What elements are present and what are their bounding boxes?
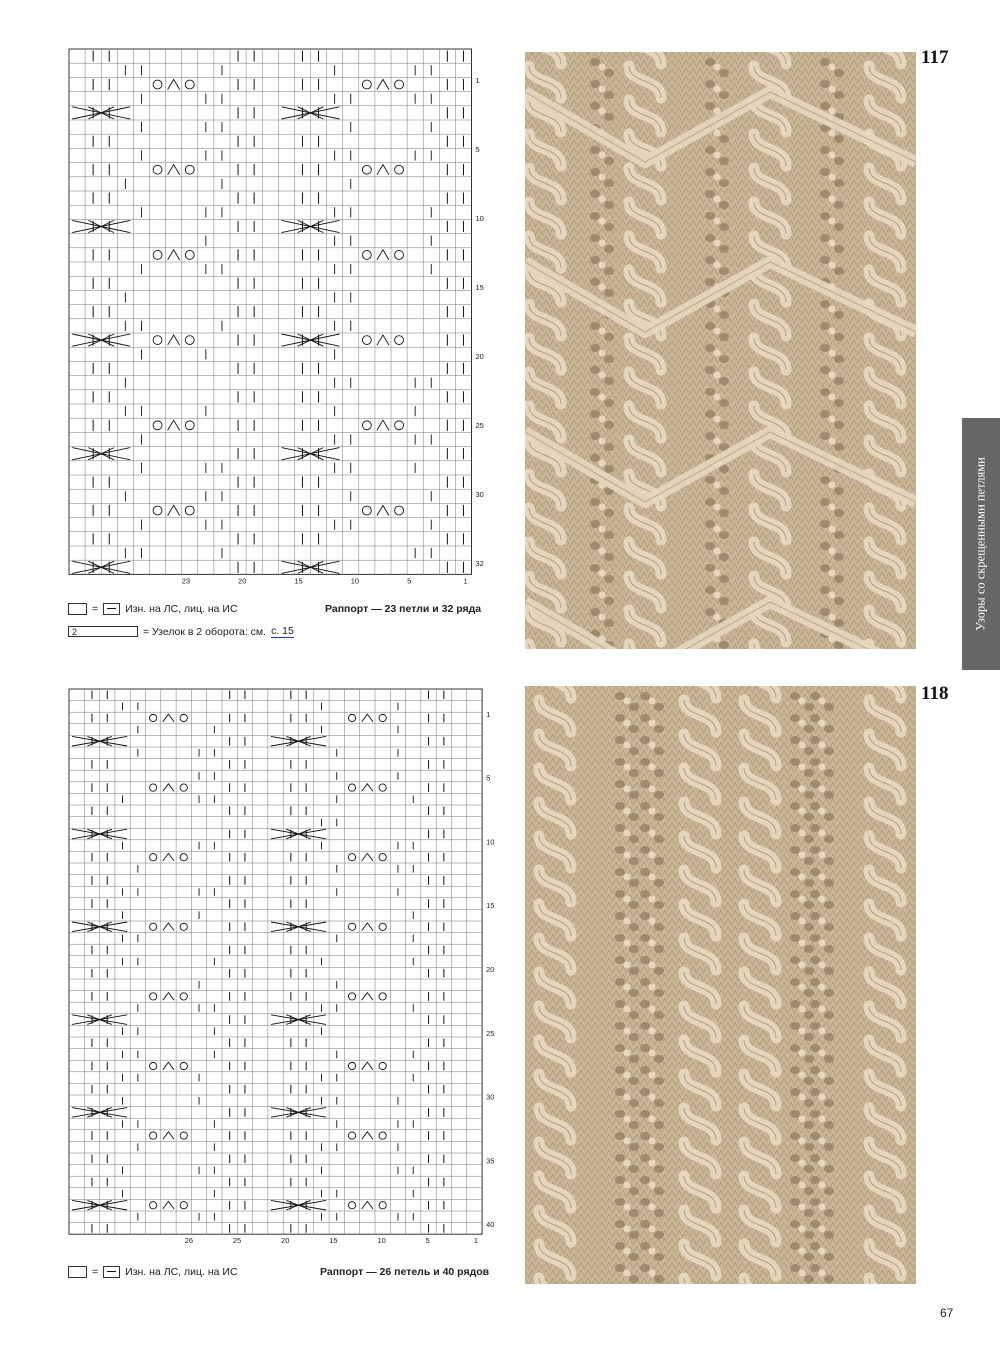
row-label: 32: [475, 558, 484, 568]
photo-117: [525, 52, 916, 649]
col-label: 1: [463, 576, 468, 586]
legend-117-line2-text: = Узелок в 2 оборота: см.: [143, 625, 267, 638]
row-label: 30: [486, 1092, 495, 1102]
legend-118-line1: [68, 1266, 238, 1278]
chart-118: [68, 688, 498, 1258]
section-tab-label: Узоры со скрещенными петлями: [973, 457, 988, 631]
repeat-118: Раппорт — 26 петель и 40 рядов: [320, 1266, 490, 1278]
row-label: 20: [486, 965, 495, 975]
pattern-number-117: 117: [921, 47, 949, 68]
row-label: 25: [475, 420, 484, 430]
row-label: 25: [486, 1028, 495, 1038]
col-label: 25: [232, 1236, 242, 1246]
legend-117-equals: =: [92, 603, 99, 615]
knot-symbol-label: 2: [72, 627, 78, 637]
row-label: 15: [475, 282, 484, 292]
chart-118-grid: [68, 688, 498, 1258]
photo-118: [525, 686, 916, 1284]
col-label: 10: [350, 576, 360, 586]
legend-118-line1-text: Изн. на ЛС, лиц. на ИС: [125, 1266, 238, 1278]
pattern-number-118: 118: [921, 683, 949, 704]
col-label: 1: [473, 1236, 479, 1246]
knit-sample-118: [525, 686, 916, 1284]
knit-sample-117: [525, 52, 916, 649]
row-label: 5: [486, 773, 491, 783]
chart-117-grid: [68, 48, 488, 588]
col-label: 23: [181, 576, 191, 586]
repeat-117: Раппорт — 23 петли и 32 ряда: [325, 603, 482, 615]
col-label: 10: [377, 1236, 386, 1246]
row-label: 1: [475, 76, 480, 86]
page-number: 67: [940, 1306, 954, 1320]
row-label: 15: [486, 901, 495, 911]
legend-118-equals: =: [92, 1266, 99, 1278]
dash-cell-symbol: [103, 603, 120, 615]
empty-cell-symbol: [68, 603, 87, 615]
col-label: 20: [281, 1236, 290, 1246]
legend-117-line1: [68, 603, 238, 615]
col-label: 26: [184, 1236, 194, 1246]
section-tab: [962, 418, 1000, 670]
page-link[interactable]: с. 15: [271, 625, 294, 637]
col-label: 5: [425, 1236, 430, 1246]
col-label: 5: [407, 576, 412, 586]
row-label: 10: [475, 214, 484, 224]
row-label: 35: [486, 1156, 495, 1166]
row-label: 40: [486, 1220, 495, 1230]
row-label: 20: [475, 351, 484, 361]
col-label: 20: [238, 576, 247, 586]
col-label: 15: [294, 576, 303, 586]
row-label: 1: [486, 709, 491, 719]
dash-cell-symbol: [103, 1266, 120, 1278]
chart-117: [68, 48, 488, 588]
col-label: 15: [329, 1236, 338, 1246]
row-label: 10: [486, 837, 495, 847]
legend-117-line2: [68, 625, 294, 638]
row-label: 5: [475, 145, 480, 155]
legend-117-line1-text: Изн. на ЛС, лиц. на ИС: [125, 603, 238, 615]
empty-cell-symbol: [68, 1266, 87, 1278]
row-label: 30: [475, 489, 484, 499]
knot-symbol: [68, 626, 138, 637]
